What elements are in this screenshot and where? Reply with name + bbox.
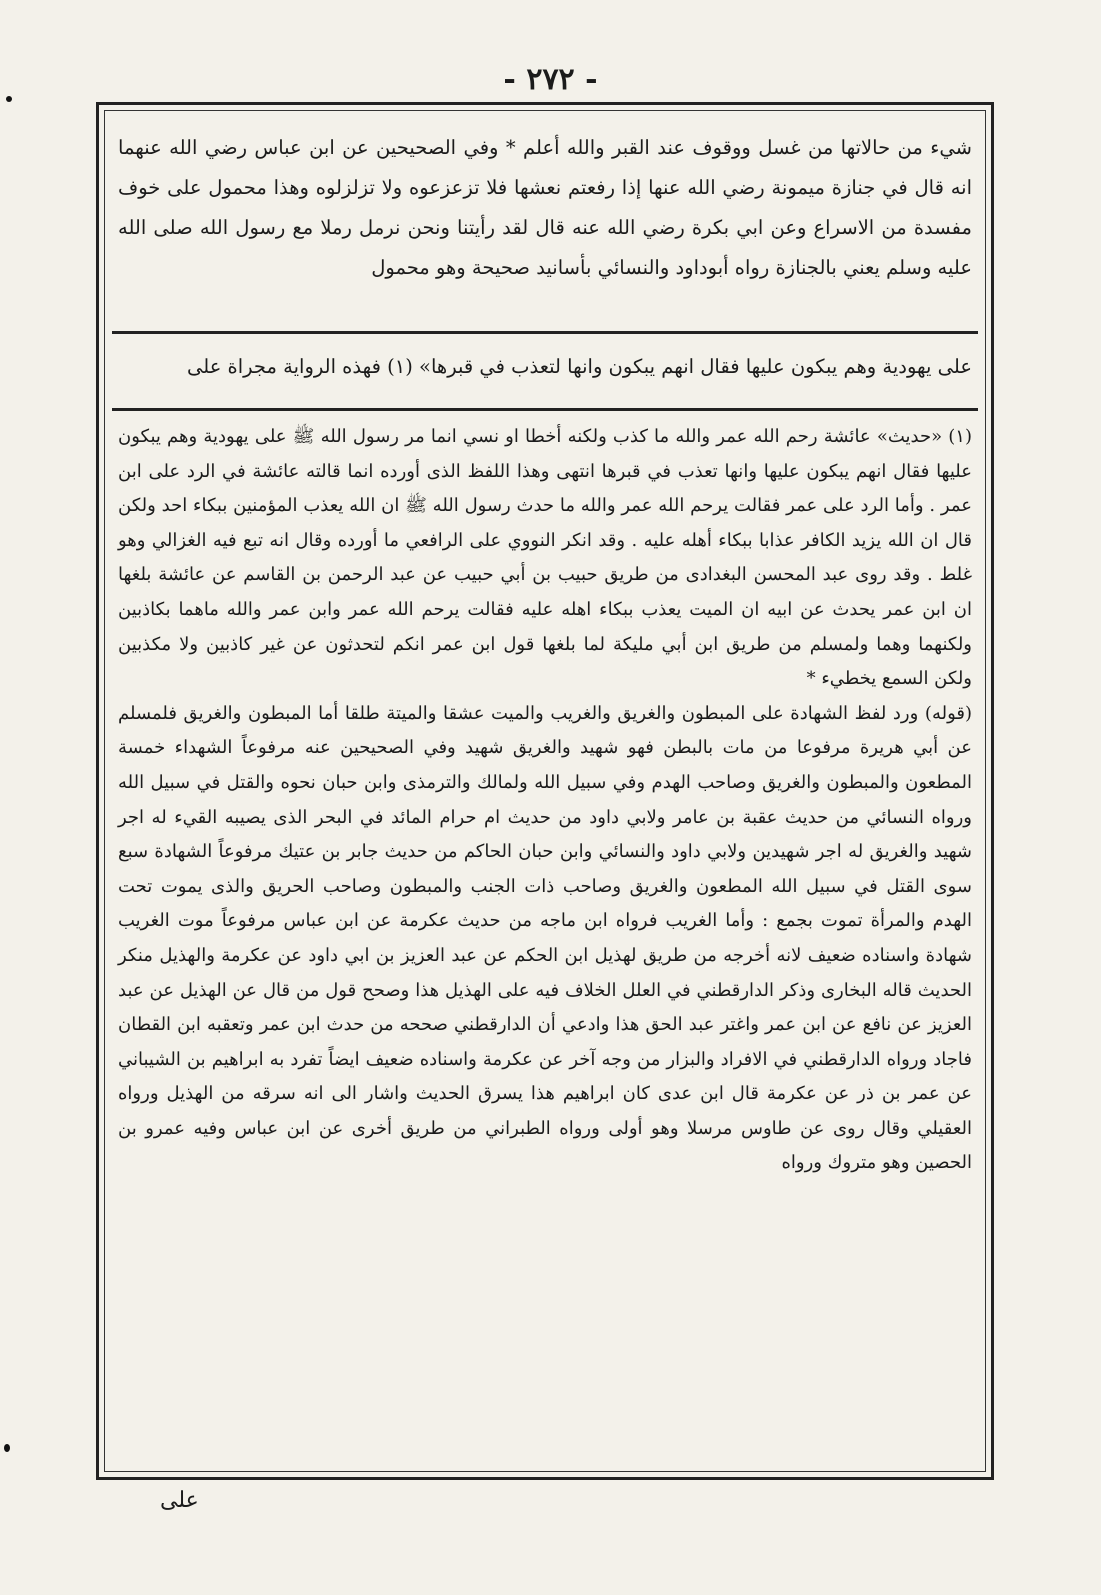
main-text-middle xyxy=(118,340,972,394)
scan-speck xyxy=(4,1444,10,1452)
footnote-paragraph-1: (١) «حديث» عائشة رحم الله عمر والله ما كذب ولكنه أخطا او نسي انما مر رسول الله ﷺ على يهودية وهم يبكون عليها فقال انهم يبكون عليها وانها تعذب في قبرها انتهى وهذا اللفظ الذى أورده انما قالته عائشة في الرد على ابن عمر . وأما الرد على عمر فقالت يرحم الله عمر والله ما حدث رسول الله ﷺ ان الله يعذب المؤمنين ببكاء احد ولكن قال ان الله يزيد الكافر عذابا ببكاء أهله عليه . وقد انكر النووي على الرافعي ما أورده وقال انه تبع فيه الغزالي وهو غلط . وقد روى عبد المحسن البغدادى من طريق حبيب بن أبي حبيب عن عبد الرحمن بن القاسم عن عائشة بلغها ان ابن عمر يحدث عن ابيه ان الميت يعذب ببكاء اهله عليه فقالت يرحم الله عمر وابن عمر والله ماهما بكاذبين ولكنهما وهما ولمسلم من طريق ابن أبي مليكة لما بلغها قول ابن عمر انكم لتحدثون عن غير كاذبين ولا مكذبين ولكن السمع يخطيء * xyxy=(118,426,973,690)
main-text-upper-paragraph: شيء من حالاتها من غسل ووقوف عند القبر والله أعلم * وفي الصحيحين عن ابن عباس رضي الله عنهما انه قال في جنازة ميمونة رضي الله عنها إذا رفعتم نعشها فلا تزعزعوه ولا تزلزلوه وهذا محمول على خوف مفسدة من الاسراع وعن ابي بكرة رضي الله عنه قال لقد رأيتنا ونحن نرمل رملا مع رسول الله صلى الله عليه وسلم يعني بالجنازة رواه أبوداود والنسائي بأسانيد صحيحة وهو محمول xyxy=(118,136,972,279)
footnote-paragraph-2: (قوله) ورد لفظ الشهادة على المبطون والغريق والغريب والميت عشقا والميتة طلقا أما المبطون والغريق فلمسلم عن أبي هريرة مرفوعا من مات بالبطن فهو شهيد والغريق شهيد وفي الصحيحين عنه مرفوعاً الشهداء خمسة المطعون والمبطون والغريق وصاحب الهدم وفي سبيل الله ولمالك والترمذى وابن حبان نحوه والقتل في سبيل الله ورواه النسائي من حديث عقبة بن عامر ولابي داود من حديث ام حرام المائد في البحر الذى يصيبه القيء له اجر شهيد والغريق له اجر شهيدين ولابي داود والنسائي وابن حبان الحاكم من حديث جابر بن عتيك مرفوعاً الشهادة سبع سوى القتل في سبيل الله المطعون والغريق وصاحب ذات الجنب والمبطون وصاحب الحريق والذى يموت تحت الهدم والمرأة تموت بجمع : وأما الغريب فرواه ابن ماجه من حديث عكرمة عن ابن عباس مرفوعاً موت الغريب شهادة واسناده ضعيف لانه أخرجه من طريق لهذيل ابن الحكم عن عبد العزيز بن ابي داود عن عكرمة والهذيل منكر الحديث قاله البخارى وذكر الدارقطني في العلل الخلاف فيه على الهذيل هذا وصحح قول من قال عن الهذيل عن عبد العزيز عن نافع عن ابن عمر واغتر عبد الحق هذا وادعي أن الدارقطني صححه من حدث ابن عمر وتعقبه ابن القطان فاجاد ورواه الدارقطني في الافراد والبزار من وجه آخر عن عكرمة واسناده ضعيف ايضاً تفرد به ابراهيم بن الشيباني عن عمر بن ذر عن عكرمة قال ابن عدى كان ابراهيم هذا يسرق الحديث واشار الى انه سرقه من الهذيل ورواه العقيلي وقال روى عن طاوس مرسلا وهو أولى ورواه الطبراني من طريق أخرى عن ابن عباس وفيه عمرو بن الحصين وهو متروك ورواه xyxy=(118,702,972,1174)
divider-rule-upper xyxy=(112,331,978,334)
divider-rule-lower xyxy=(112,408,978,411)
main-text-upper xyxy=(118,128,972,288)
main-text-middle-line: على يهودية وهم يبكون عليها فقال انهم يبكون وانها لتعذب في قبرها» (١) فهذه الرواية مجراة على xyxy=(186,355,972,378)
footnote-block xyxy=(118,420,972,1181)
catchword: على xyxy=(160,1488,199,1513)
scan-speck xyxy=(6,96,12,102)
page-number: - ٢٧٢ - xyxy=(503,62,598,97)
